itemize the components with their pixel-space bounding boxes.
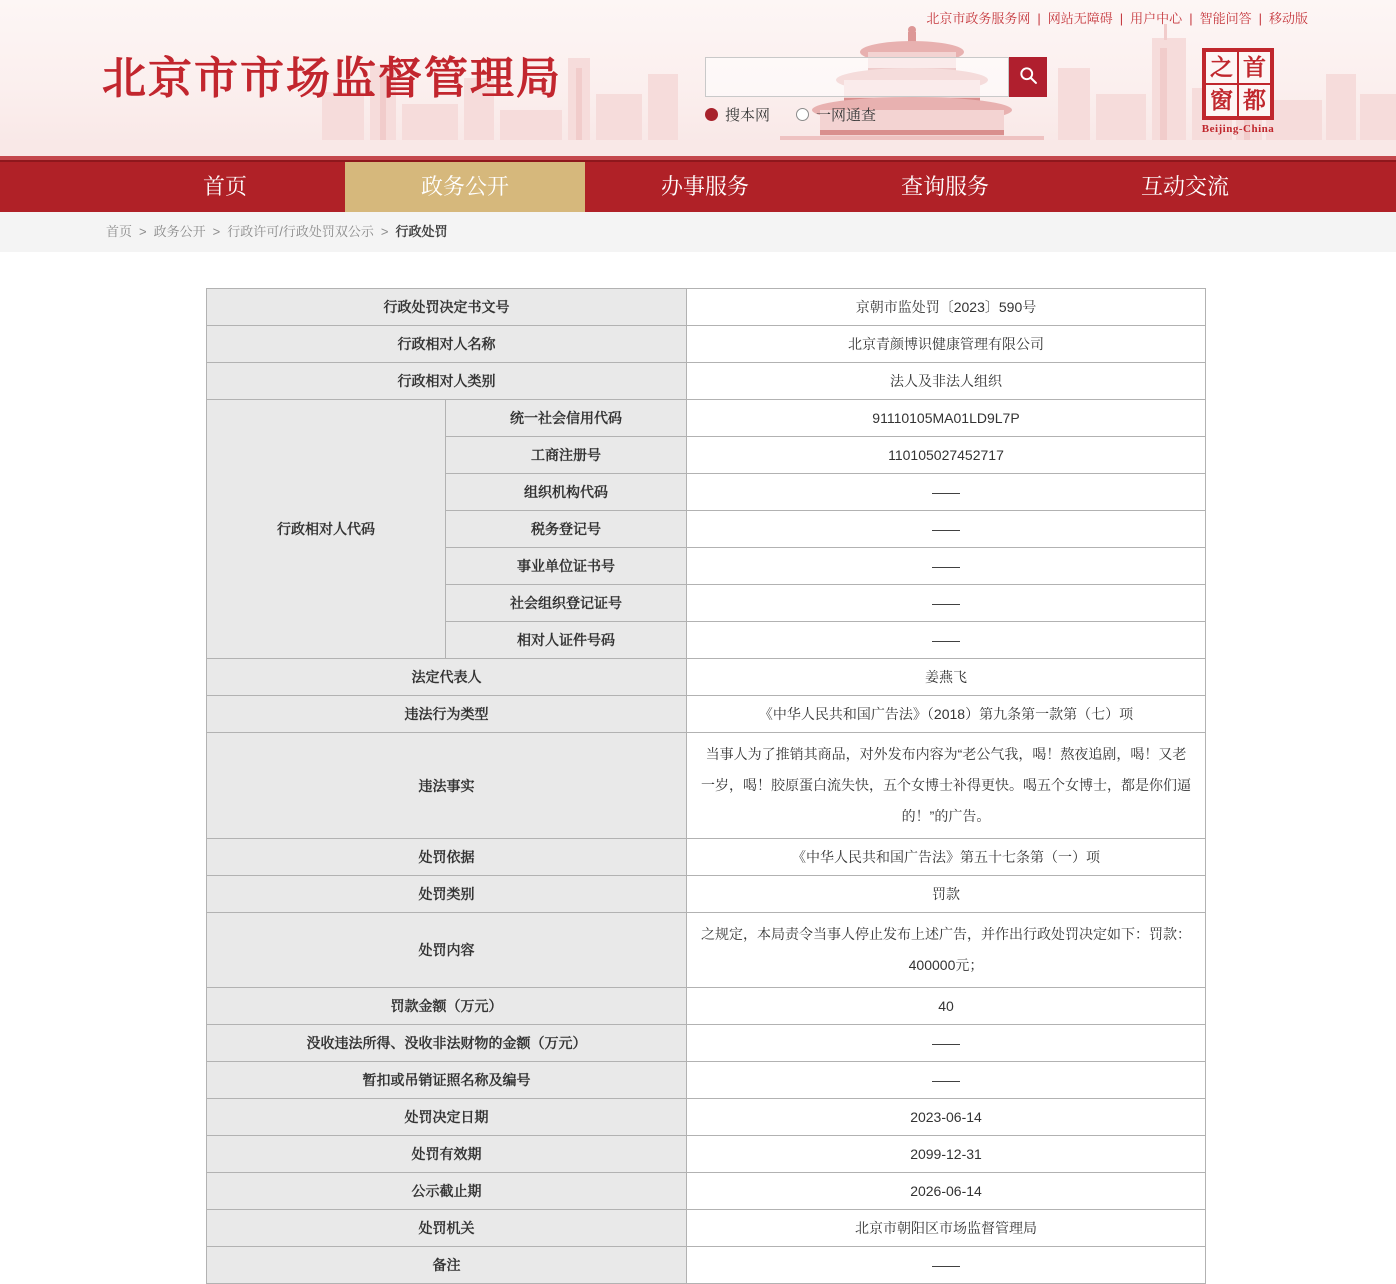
link-user-center[interactable]: 用户中心	[1130, 11, 1183, 26]
field-label: 暂扣或吊销证照名称及编号	[207, 1062, 687, 1099]
nav-item-home[interactable]: 首页	[202, 174, 247, 199]
breadcrumb-item-home[interactable]: 首页	[106, 224, 133, 239]
field-value: ——	[687, 511, 1206, 548]
field-value: 法人及非法人组织	[687, 363, 1206, 400]
logo-char: 之	[1206, 52, 1237, 83]
table-row	[207, 1136, 1206, 1173]
field-label: 法定代表人	[207, 659, 687, 696]
table-row	[207, 876, 1206, 913]
field-label: 违法事实	[207, 733, 687, 839]
field-value: 《中华人民共和国广告法》（2018）第九条第一款第（七）项	[687, 696, 1206, 733]
field-value: 京朝市监处罚〔2023〕590号	[687, 289, 1206, 326]
field-value: 2026-06-14	[687, 1173, 1206, 1210]
breadcrumb-separator: >	[139, 224, 147, 239]
breadcrumb-separator: >	[212, 224, 221, 239]
field-label: 社会组织登记证号	[446, 585, 687, 622]
field-label: 组织机构代码	[446, 474, 687, 511]
table-row	[207, 289, 1206, 326]
link-separator: |	[1037, 11, 1041, 26]
search-button[interactable]	[1009, 57, 1047, 97]
field-group-label: 行政相对人代码	[207, 400, 446, 659]
breadcrumb-item-government-affairs[interactable]: 政务公开	[153, 224, 206, 239]
field-label: 行政相对人名称	[207, 326, 687, 363]
field-label: 处罚机关	[207, 1210, 687, 1247]
field-value: 2023-06-14	[687, 1099, 1206, 1136]
link-mobile-version[interactable]: 移动版	[1268, 11, 1308, 26]
table-row	[207, 839, 1206, 876]
radio-search-this-site[interactable]	[705, 104, 770, 125]
field-label: 统一社会信用代码	[446, 400, 687, 437]
main-nav	[0, 160, 1396, 212]
link-separator: |	[1258, 11, 1262, 26]
breadcrumb	[0, 212, 1396, 252]
capital-window-logo-grid	[1202, 48, 1274, 120]
logo-char: 窗	[1206, 85, 1237, 116]
logo-char: 首	[1239, 52, 1270, 83]
link-separator: |	[1119, 11, 1124, 26]
field-value: 2099-12-31	[687, 1136, 1206, 1173]
field-label: 处罚有效期	[207, 1136, 687, 1173]
table-row	[207, 1173, 1206, 1210]
breadcrumb-item-current: 行政处罚	[395, 224, 448, 239]
field-value: ——	[687, 548, 1206, 585]
header-banner	[0, 0, 1396, 160]
field-value: ——	[687, 622, 1206, 659]
field-value: 姜燕飞	[687, 659, 1206, 696]
search-area	[705, 57, 1047, 125]
field-label: 事业单位证书号	[446, 548, 687, 585]
table-row	[207, 400, 1206, 437]
search-input[interactable]	[705, 57, 1009, 97]
field-value: 91110105MA01LD9L7P	[687, 400, 1206, 437]
table-row	[207, 1025, 1206, 1062]
link-smart-qa[interactable]: 智能问答	[1199, 11, 1252, 26]
logo-caption: Beijing-China	[1201, 123, 1275, 135]
nav-item-query-services[interactable]: 查询服务	[900, 174, 989, 199]
field-label: 罚款金额（万元）	[207, 988, 687, 1025]
table-row	[207, 363, 1206, 400]
field-value: 当事人为了推销其商品，对外发布内容为“老公气我，喝！熬夜追剧，喝！又老一岁，喝！胶原蛋白流失快，五个女博士补得更快。喝五个女博士，都是你们逼的！”的广告。	[687, 733, 1206, 839]
field-label: 相对人证件号码	[446, 622, 687, 659]
radio-one-network-search[interactable]	[796, 104, 876, 125]
utility-links	[926, 8, 1308, 27]
field-label: 处罚类别	[207, 876, 687, 913]
field-value: ——	[687, 1247, 1206, 1284]
link-separator: |	[1189, 11, 1193, 26]
field-value: 40	[687, 988, 1206, 1025]
field-value: ——	[687, 474, 1206, 511]
table-row	[207, 1062, 1206, 1099]
field-label: 行政相对人类别	[207, 363, 687, 400]
field-value: ——	[687, 585, 1206, 622]
field-label: 税务登记号	[446, 511, 687, 548]
main-content	[0, 252, 1396, 1284]
field-value: ——	[687, 1062, 1206, 1099]
field-value: 北京青颜博识健康管理有限公司	[687, 326, 1206, 363]
field-label: 违法行为类型	[207, 696, 687, 733]
field-label: 处罚内容	[207, 913, 687, 988]
field-label: 处罚决定日期	[207, 1099, 687, 1136]
table-row	[207, 326, 1206, 363]
nav-item-services[interactable]: 办事服务	[660, 174, 749, 199]
table-row	[207, 696, 1206, 733]
table-row	[207, 1247, 1206, 1284]
field-label: 没收违法所得、没收非法财物的金额（万元）	[207, 1025, 687, 1062]
radio-label: 搜本网	[725, 107, 771, 124]
breadcrumb-separator: >	[380, 224, 389, 239]
table-row	[207, 913, 1206, 988]
nav-item-government-affairs[interactable]: 政务公开	[345, 162, 585, 212]
field-value: 110105027452717	[687, 437, 1206, 474]
table-row	[207, 988, 1206, 1025]
breadcrumb-item-dual-publicity[interactable]: 行政许可/行政处罚双公示	[227, 224, 374, 239]
penalty-detail-table	[206, 288, 1206, 1284]
field-label: 工商注册号	[446, 437, 687, 474]
link-beijing-gov-service[interactable]: 北京市政务服务网	[926, 11, 1031, 26]
radio-unselected-icon	[796, 108, 809, 121]
field-label: 行政处罚决定书文号	[207, 289, 687, 326]
field-label: 处罚依据	[207, 839, 687, 876]
field-value: 之规定，本局责令当事人停止发布上述广告，并作出行政处罚决定如下：罚款：400000元；	[687, 913, 1206, 988]
radio-selected-icon	[705, 108, 718, 121]
field-label: 公示截止期	[207, 1173, 687, 1210]
capital-window-logo[interactable]	[1199, 48, 1277, 135]
search-icon	[1018, 65, 1039, 89]
table-row	[207, 733, 1206, 839]
field-value: ——	[687, 1025, 1206, 1062]
link-accessibility[interactable]: 网站无障碍	[1047, 11, 1113, 26]
field-value: 北京市朝阳区市场监督管理局	[687, 1210, 1206, 1247]
table-row	[207, 1210, 1206, 1247]
field-value: 罚款	[687, 876, 1206, 913]
logo-char: 都	[1239, 85, 1270, 116]
table-row	[207, 659, 1206, 696]
radio-label: 一网通查	[816, 107, 877, 124]
table-row	[207, 1099, 1206, 1136]
field-label: 备注	[207, 1247, 687, 1284]
nav-item-interaction[interactable]: 互动交流	[1140, 174, 1229, 199]
site-title[interactable]: 北京市市场监督管理局	[102, 54, 562, 103]
field-value: 《中华人民共和国广告法》第五十七条第（一）项	[687, 839, 1206, 876]
